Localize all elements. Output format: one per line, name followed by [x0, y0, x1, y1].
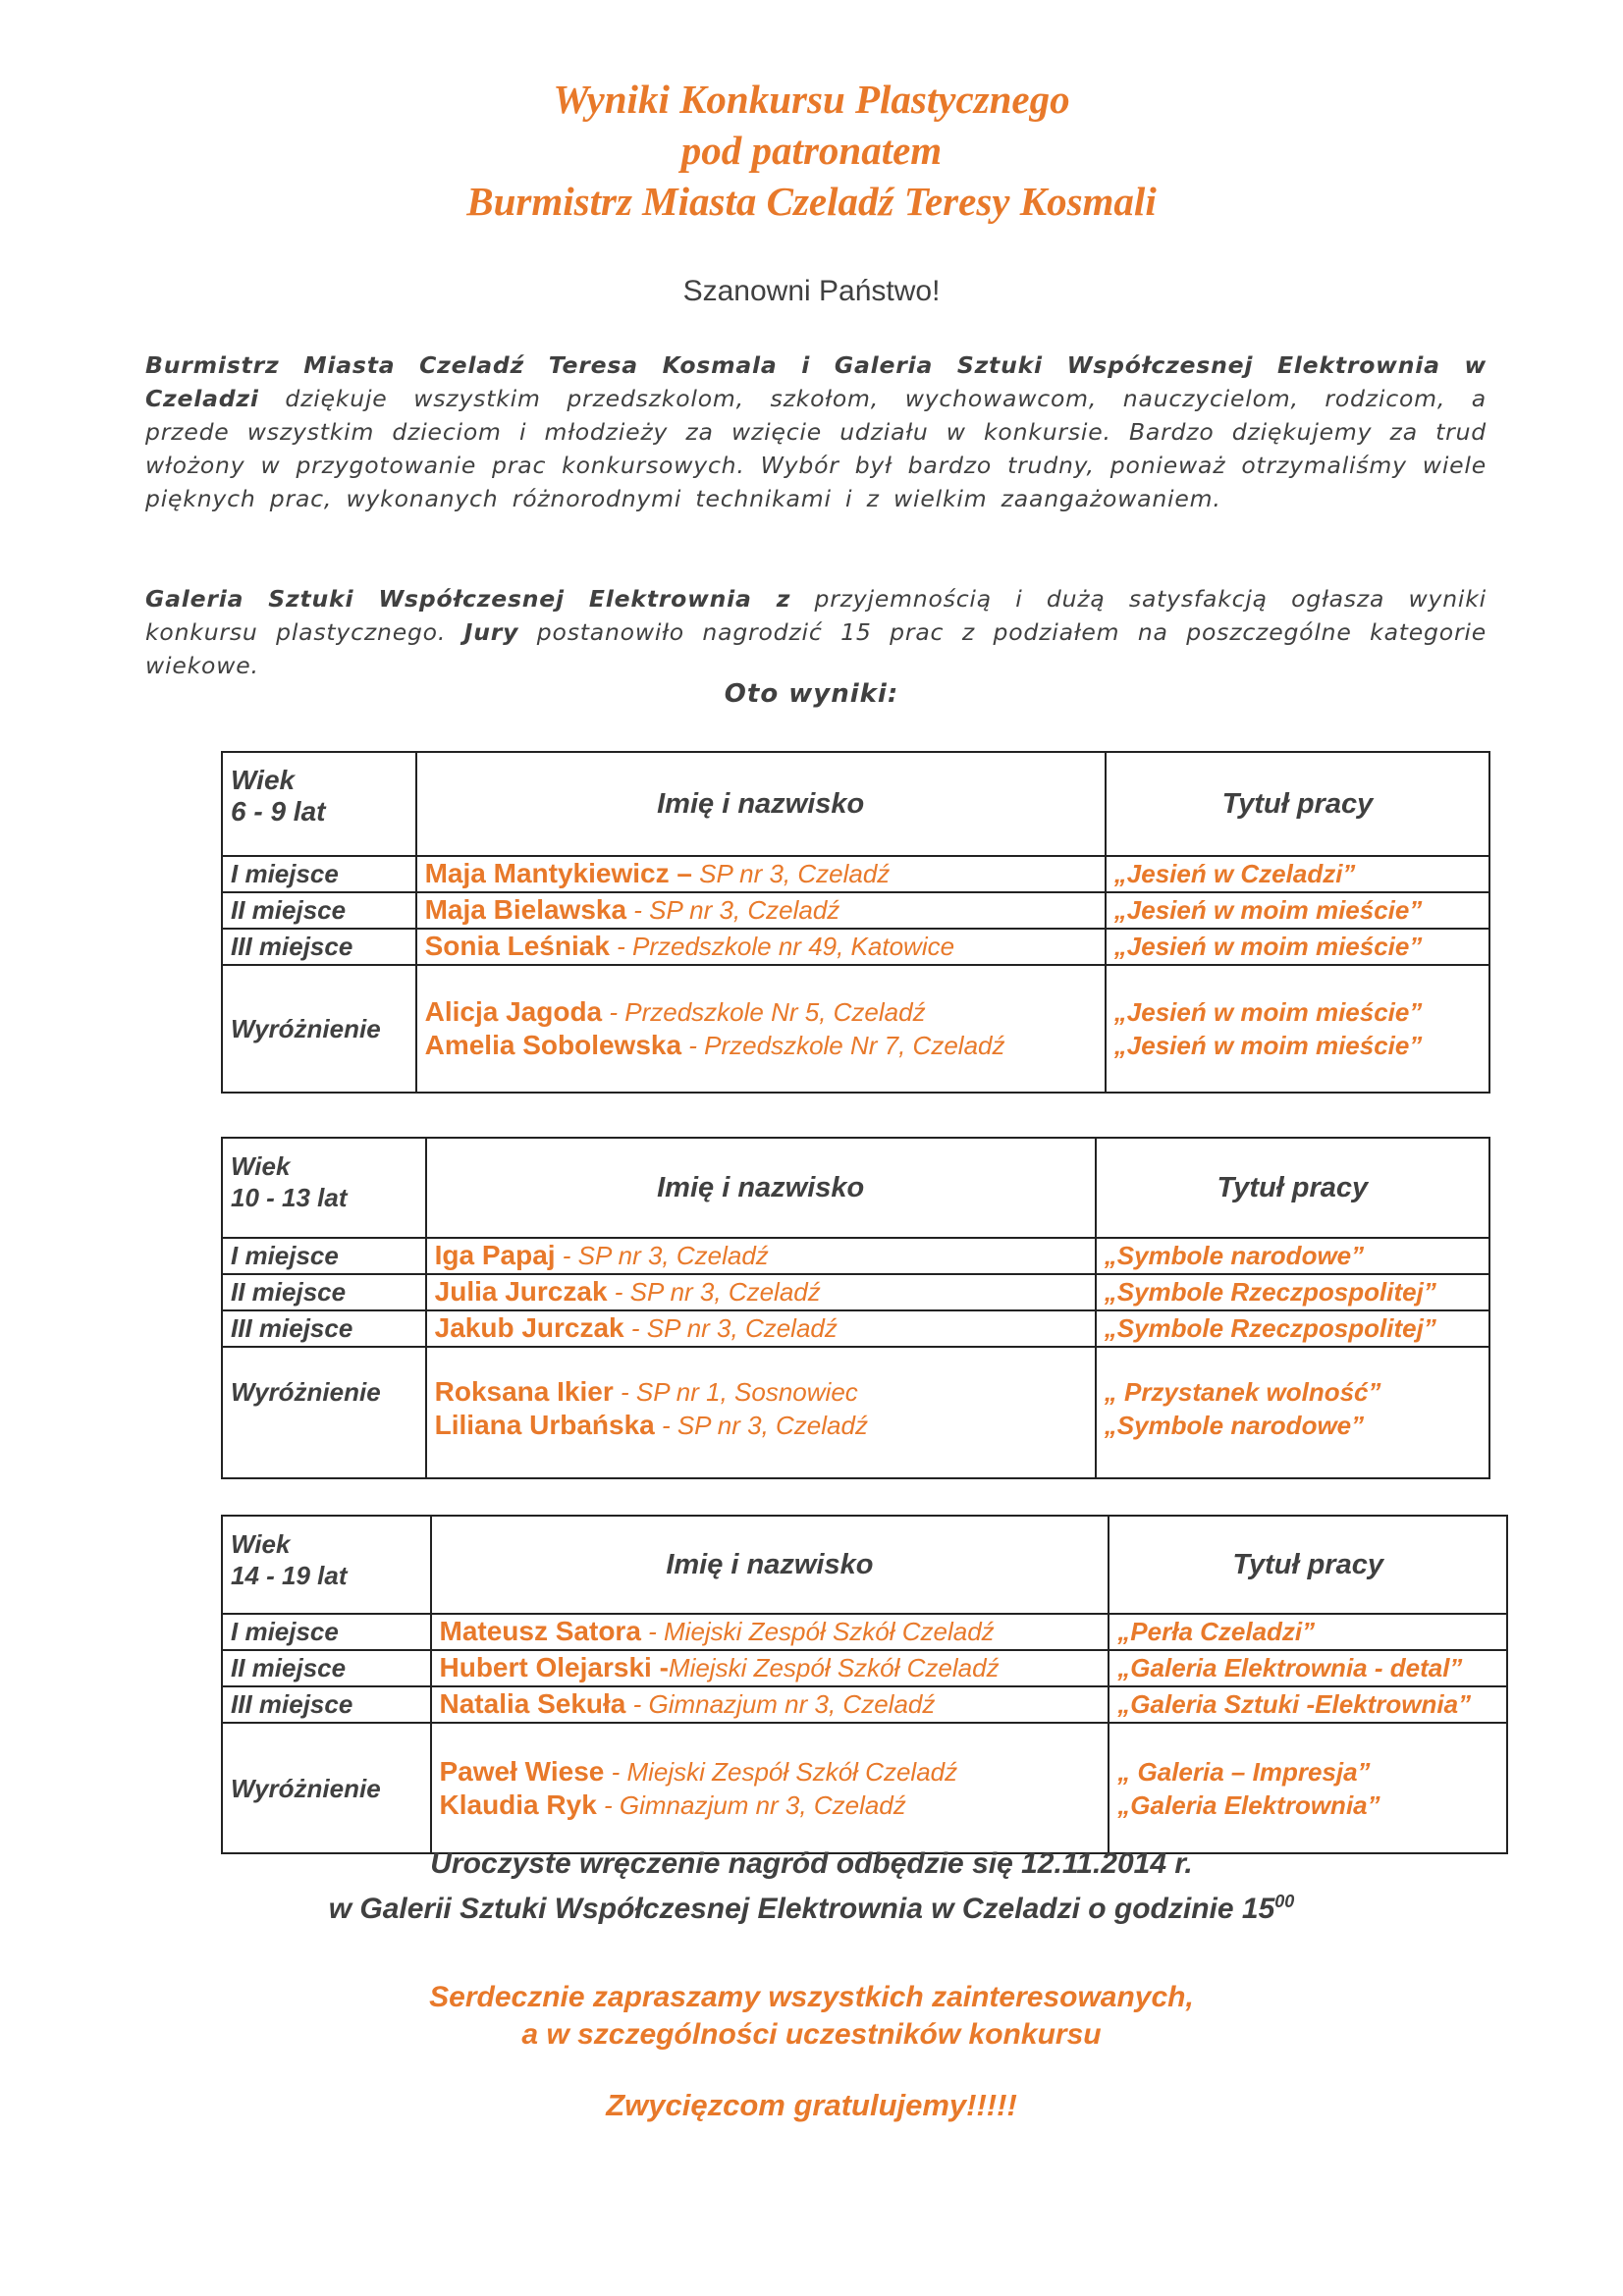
- distinction-place-cell: Wyróżnienie: [222, 965, 416, 1093]
- place-cell: III miejsce: [222, 1686, 431, 1723]
- winner-school: - Przedszkole nr 49, Katowice: [609, 932, 955, 961]
- distinction-entry: [425, 995, 1097, 1029]
- winner-name: Liliana Urbańska: [434, 1410, 655, 1440]
- place-cell: I miejsce: [222, 1614, 431, 1650]
- place-cell: III miejsce: [222, 929, 416, 965]
- distinction-entry: [440, 1789, 1101, 1822]
- announcement-bold-2: Jury: [463, 618, 519, 646]
- name-column-header: Imię i nazwisko: [431, 1516, 1109, 1614]
- winner-name: Jakub Jurczak: [434, 1312, 624, 1343]
- winner-school: - SP nr 3, Czeladź: [654, 1411, 868, 1440]
- winner-cell: [416, 929, 1106, 965]
- invitation-line-2: a w szczególności uczestników konkursu: [521, 2018, 1102, 2051]
- winner-cell: [426, 1238, 1096, 1274]
- age-header-cell: [222, 1138, 426, 1238]
- work-title: „Galeria Elektrownia - detal”: [1109, 1650, 1507, 1686]
- greeting: Szanowni Państwo!: [682, 275, 941, 307]
- work-title: „Jesień w moim mieście”: [1113, 1031, 1423, 1060]
- age-label: Wiek: [231, 765, 296, 795]
- age-range: 14 - 19 lat: [231, 1561, 348, 1590]
- work-title: „Jesień w Czeladzi”: [1106, 856, 1489, 892]
- winner-cell: [431, 1614, 1109, 1650]
- winner-name: Alicja Jagoda: [424, 996, 603, 1027]
- winner-school: - Gimnazjum nr 3, Czeladź: [596, 1789, 906, 1820]
- work-title: „Jesień w moim mieście”: [1113, 997, 1423, 1027]
- work-title: „Perła Czeladzi”: [1109, 1614, 1507, 1650]
- winner-name: Natalia Sekuła: [439, 1688, 626, 1719]
- distinction-entry: [425, 1029, 1097, 1062]
- winner-cell: [416, 892, 1106, 929]
- winner-school: Miejski Zespół Szkół Czeladź: [668, 1653, 1000, 1682]
- winner-name: Amelia Sobolewska: [424, 1030, 682, 1060]
- ceremony-time-superscript: 00: [1274, 1892, 1295, 1911]
- distinction-winners-cell: [426, 1347, 1096, 1478]
- work-title: „Galeria Sztuki -Elektrownia”: [1109, 1686, 1507, 1723]
- winner-school: - SP nr 3, Czeladź: [626, 895, 840, 925]
- work-title: „Symbole narodowe”: [1096, 1238, 1489, 1274]
- intro-paragraph: [145, 348, 1487, 515]
- place-cell: II miejsce: [222, 1650, 431, 1686]
- winner-name: Mateusz Satora: [439, 1616, 641, 1646]
- work-title: „Symbole Rzeczpospolitej”: [1096, 1274, 1489, 1310]
- winner-name: Paweł Wiese: [439, 1755, 605, 1787]
- place-cell: III miejsce: [222, 1310, 426, 1347]
- age-range: 10 - 13 lat: [231, 1183, 348, 1212]
- work-title: „Symbole narodowe”: [1104, 1411, 1365, 1440]
- age-header-cell: [222, 1516, 431, 1614]
- work-title: „Galeria Elektrownia”: [1117, 1789, 1380, 1820]
- title-column-header: Tytuł pracy: [1109, 1516, 1507, 1614]
- place-cell: I miejsce: [222, 1238, 426, 1274]
- name-column-header: Imię i nazwisko: [426, 1138, 1096, 1238]
- winner-name: Klaudia Ryk: [439, 1789, 597, 1820]
- intro-bold: Burmistrz Miasta Czeladź Teresa Kosmala i Galeria Sztuki Współczesnej Elektrownia w Czeladzi: [145, 351, 1487, 412]
- age-label: Wiek: [231, 1529, 291, 1559]
- ceremony-place-text: w Galerii Sztuki Współczesnej Elektrownia w Czeladzi o godzinie 15: [328, 1893, 1275, 1925]
- distinction-place-cell: Wyróżnienie: [222, 1723, 431, 1853]
- winner-name: Roksana Ikier: [434, 1376, 614, 1407]
- winner-cell: [431, 1686, 1109, 1723]
- winner-name: Maja Mantykiewicz –: [424, 858, 692, 888]
- place-cell: I miejsce: [222, 856, 416, 892]
- winner-school: SP nr 3, Czeladź: [691, 859, 891, 888]
- distinction-entry: [435, 1409, 1087, 1442]
- age-header-cell: [222, 752, 416, 856]
- work-title: „Jesień w moim mieście”: [1106, 929, 1489, 965]
- ceremony-date-line: Uroczyste wręczenie nagród odbędzie się 12.11.2014 r.: [430, 1847, 1193, 1880]
- winner-cell: [426, 1274, 1096, 1310]
- results-table-age-14-19: [221, 1515, 1508, 1854]
- intro-text: dziękuje wszystkim przedszkolom, szkołom, wychowawcom, nauczycielom, rodzicom, a przede wszystkim dzieciom i młodzieży za wzięcie udziału w konkursie. Bardzo dziękujemy za trud włożony w przygotowanie prac konkursowych. Wybór był bardzo trudny, ponieważ otrzymaliśmy wiele pięknych prac, wykonanych różnorodnymi technikami i z wielkim zaangażowaniem.: [145, 385, 1487, 512]
- title-line-3: Burmistrz Miasta Czeladź Teresy Kosmali: [466, 179, 1157, 224]
- winner-school: - Miejski Zespół Szkół Czeladź: [640, 1617, 995, 1646]
- title-column-header: Tytuł pracy: [1106, 752, 1489, 856]
- distinction-entry: [440, 1755, 1101, 1789]
- invitation: [0, 1979, 1623, 2054]
- distinction-works-cell: [1109, 1723, 1507, 1853]
- age-label: Wiek: [231, 1151, 291, 1181]
- age-range: 6 - 9 lat: [231, 796, 326, 827]
- announcement-bold-1: Galeria Sztuki Współczesnej Elektrownia z: [145, 585, 791, 613]
- winner-school: - SP nr 3, Czeladź: [555, 1241, 769, 1270]
- announcement-text-1: przyjemnością i dużą satysfakcją ogłasza wyniki konkursu plastycznego.: [145, 585, 1487, 646]
- work-title: „Jesień w moim mieście”: [1106, 892, 1489, 929]
- winner-cell: [416, 856, 1106, 892]
- winner-school: - SP nr 3, Czeladź: [623, 1313, 838, 1343]
- winner-school: - Gimnazjum nr 3, Czeladź: [625, 1689, 936, 1719]
- title-column-header: Tytuł pracy: [1096, 1138, 1489, 1238]
- distinction-works-cell: [1106, 965, 1489, 1093]
- distinction-winners-cell: [416, 965, 1106, 1093]
- work-title: „Symbole Rzeczpospolitej”: [1096, 1310, 1489, 1347]
- winner-cell: [426, 1310, 1096, 1347]
- name-column-header: Imię i nazwisko: [416, 752, 1106, 856]
- distinction-winners-cell: [431, 1723, 1109, 1853]
- winner-school: - Przedszkole Nr 7, Czeladź: [681, 1031, 1005, 1060]
- winner-name: Iga Papaj: [434, 1240, 556, 1270]
- title-line-1: Wyniki Konkursu Plastycznego: [553, 77, 1070, 122]
- winner-name: Hubert Olejarski -: [439, 1652, 669, 1682]
- announcement-text-2: postanowiło nagrodzić 15 prac z podziałem na poszczególne kategorie wiekowe.: [145, 618, 1487, 679]
- work-title: „ Przystanek wolność”: [1104, 1377, 1381, 1407]
- results-table-age-10-13: [221, 1137, 1490, 1479]
- results-label: Oto wyniki:: [724, 679, 899, 709]
- winner-name: Maja Bielawska: [424, 894, 627, 925]
- distinction-place-cell: Wyróżnienie: [222, 1347, 426, 1478]
- winner-school: - SP nr 3, Czeladź: [607, 1277, 821, 1307]
- winner-name: Julia Jurczak: [434, 1276, 608, 1307]
- place-cell: II miejsce: [222, 892, 416, 929]
- winner-name: Sonia Leśniak: [424, 931, 610, 961]
- winner-school: - SP nr 1, Sosnowiec: [613, 1377, 858, 1407]
- distinction-entry: [435, 1375, 1087, 1409]
- winner-cell: [431, 1650, 1109, 1686]
- winner-school: - Miejski Zespół Szkół Czeladź: [604, 1756, 958, 1787]
- place-cell: II miejsce: [222, 1274, 426, 1310]
- ceremony-place-line: [0, 1883, 1623, 1928]
- work-title: „ Galeria – Impresja”: [1117, 1756, 1371, 1787]
- distinction-works-cell: [1096, 1347, 1489, 1478]
- ceremony-info: [0, 1845, 1623, 1928]
- winner-school: - Przedszkole Nr 5, Czeladź: [602, 997, 926, 1027]
- invitation-line-1: Serdecznie zapraszamy wszystkich zainteresowanych,: [429, 1981, 1194, 2013]
- congratulations: Zwycięzcom gratulujemy!!!!!: [606, 2088, 1017, 2122]
- announcement-paragraph: [145, 582, 1487, 682]
- results-table-age-6-9: [221, 751, 1490, 1094]
- title-line-2: pod patronatem: [680, 128, 943, 173]
